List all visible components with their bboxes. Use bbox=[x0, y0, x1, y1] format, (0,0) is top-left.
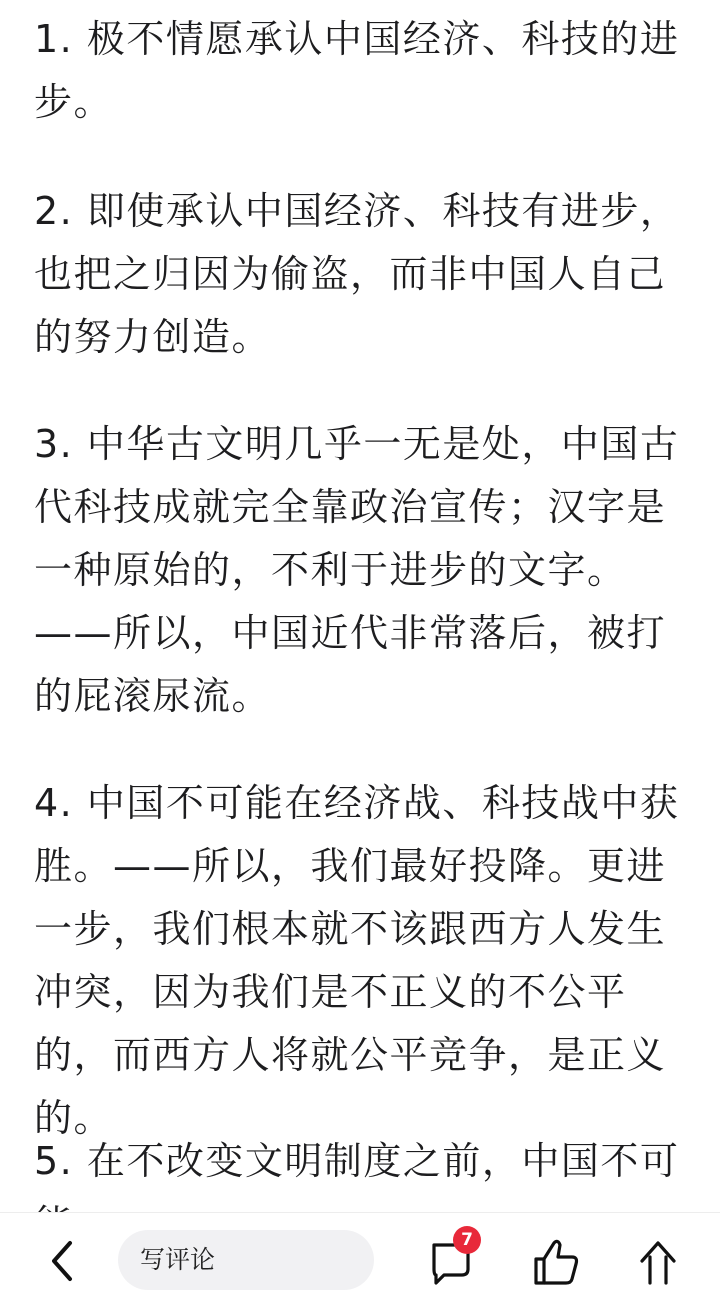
share-icon bbox=[628, 1231, 688, 1291]
article-paragraph-2: 2. 即使承认中国经济、科技有进步，也把之归因为偷盗，而非中国人自己的努力创造。 bbox=[34, 189, 680, 359]
article-paragraph-3: 3. 中华古文明几乎一无是处，中国古代科技成就完全靠政治宣传；汉字是一种原始的，不利于进步的文字。——所以，中国近代非常落后，被打的屁滚尿流。 bbox=[34, 422, 680, 718]
chevron-left-icon bbox=[36, 1233, 92, 1289]
bottom-action-bar bbox=[0, 1212, 720, 1311]
article-paragraph-1: 1. 极不情愿承认中国经济、科技的进步。 bbox=[34, 17, 680, 124]
share-button[interactable] bbox=[628, 1231, 688, 1291]
thumbs-up-icon bbox=[526, 1231, 586, 1291]
like-button[interactable] bbox=[526, 1231, 586, 1291]
back-button[interactable] bbox=[36, 1233, 92, 1289]
article-paragraph-5: 5. 在不改变文明制度之前，中国不可 bbox=[34, 1139, 680, 1183]
article-paragraph-4: 4. 中国不可能在经济战、科技战中获胜。——所以，我们最好投降。更进一步，我们根本就不该跟西方人发生冲突，因为我们是不正义的不公平的，而西方人将就公平竞争，是正义的。 bbox=[34, 781, 680, 1140]
comment-count-badge: 7 bbox=[453, 1226, 481, 1254]
write-comment-input[interactable] bbox=[118, 1230, 374, 1290]
comment-placeholder: 写评论 bbox=[140, 1245, 216, 1274]
